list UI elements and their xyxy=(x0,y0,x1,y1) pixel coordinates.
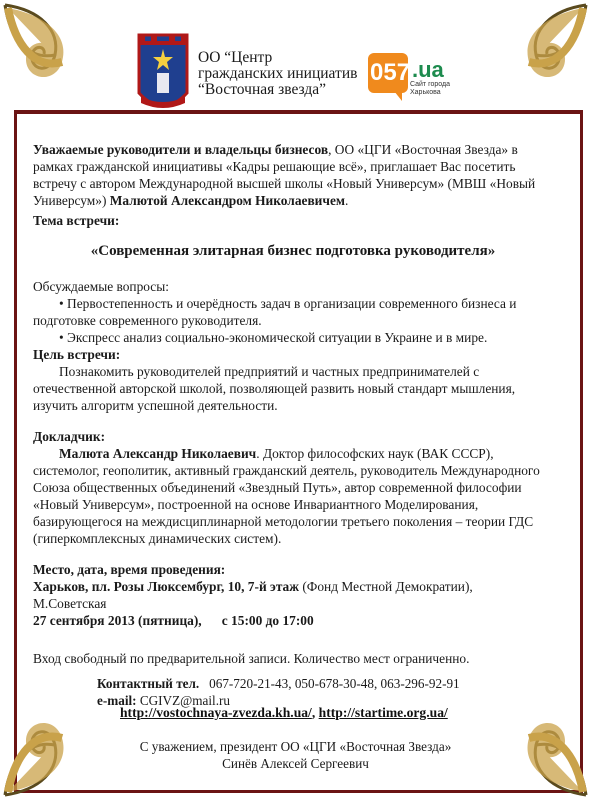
topic-label: Тема встречи: xyxy=(33,213,120,228)
place-metro: М.Советская xyxy=(33,596,107,611)
link-separator: , xyxy=(311,705,319,720)
phone-label: Контактный тел. xyxy=(97,676,200,691)
intro-address: Уважаемые руководители и владельцы бизнесов xyxy=(33,142,329,157)
question-item: • Экспресс анализ социально-экономической ситуации в Украине и в мире. xyxy=(59,330,488,345)
website-links xyxy=(120,705,448,721)
website-link-vostochnaya[interactable]: http://vostochnaya-zvezda.kh.ua/ xyxy=(120,705,312,720)
topic-title: «Современная элитарная бизнес подготовка руководителя» xyxy=(90,243,496,259)
place-street: Харьков, пл. Розы Люксембург, 10, 7-й этаж xyxy=(33,579,299,594)
email-link[interactable]: CGIVZ@mail.ru xyxy=(139,693,230,708)
org-line-2: гражданских инициатив xyxy=(198,65,358,82)
place-venue: (Фонд Местной Демократии), xyxy=(298,579,473,594)
speaker-name: Малюта Александр Николаевич xyxy=(59,446,257,461)
speaker-bio xyxy=(33,445,553,547)
event-datetime xyxy=(33,612,553,629)
org-line-1: ОО “Центр xyxy=(198,49,273,66)
place-label: Место, дата, время проведения: xyxy=(33,562,226,577)
speaker-label: Докладчик: xyxy=(33,429,106,444)
goal-text: Познакомить руководителей предприятий и частных предпринимателей с отечественной авторской школой, позволяющей развить новый стандарт мышления, изучить алгоритм успешной деятельности. xyxy=(33,364,516,413)
email-label: e-mail: xyxy=(97,693,137,708)
org-line-3: “Восточная звезда” xyxy=(198,81,327,98)
goal-label: Цель встречи: xyxy=(33,347,121,362)
website-link-startime[interactable]: http://startime.org.ua/ xyxy=(318,705,448,720)
entry-note: Вход свободный по предварительной записи. Количество мест ограниченно. xyxy=(33,651,470,666)
logo-number: 057 xyxy=(370,59,411,86)
signature-line-2: Синёв Алексей Сергеевич xyxy=(222,756,369,771)
organization-name xyxy=(198,50,388,98)
speaker-text: . Доктор философских наук (ВАК СССР), системолог, геополитик, активный гражданский деятель, руководитель Международного Союза общественных объединений «Звездный Путь», автор современной философии «Новый Универсум», построенной на основе Инвариантного Моделирования, базирующегося на междисциплинарной методологии третьего поколения – теории ГДС (гиперкомплексных динамических систем). xyxy=(33,446,540,546)
intro-end: . xyxy=(345,193,349,208)
corner-ornament-top-right xyxy=(481,0,591,110)
corner-ornament-top-left xyxy=(0,0,110,110)
question-item: • Первостепенность и очерёдность задач в организации современного бизнеса и подготовке современного руководителя. xyxy=(33,296,517,328)
letter-body xyxy=(33,141,553,667)
intro-text: , ОО «ЦГИ «Восточная Звезда» в рамках гражданской инициативы «Кадры решающие всё», приглашает Вас посетить встречу с автором Международной высшей школы «Новый Универсум» (МВШ «Новый Универсум») xyxy=(33,142,536,208)
event-time: с 15:00 до 17:00 xyxy=(221,613,314,628)
organization-emblem xyxy=(135,33,191,121)
intro-paragraph xyxy=(33,141,553,209)
phone-numbers[interactable]: 067-720-21-43, 050-678-30-48, 063-296-92-91 xyxy=(209,676,460,691)
logo-domain: .ua xyxy=(412,57,444,82)
site-logo-057[interactable] xyxy=(368,53,458,103)
signature-line-1: С уважением, президент ОО «ЦГИ «Восточная Звезда» xyxy=(139,739,452,754)
place-address xyxy=(33,578,553,595)
event-date: 27 сентября 2013 (пятница), xyxy=(33,613,202,628)
signature-block xyxy=(0,738,591,772)
intro-speaker: Малютой Александром Николаевичем xyxy=(109,193,346,208)
logo-caption: Сайт города Харькова xyxy=(410,81,450,96)
questions-label: Обсуждаемые вопросы: xyxy=(33,279,169,294)
contacts-block xyxy=(97,675,460,709)
